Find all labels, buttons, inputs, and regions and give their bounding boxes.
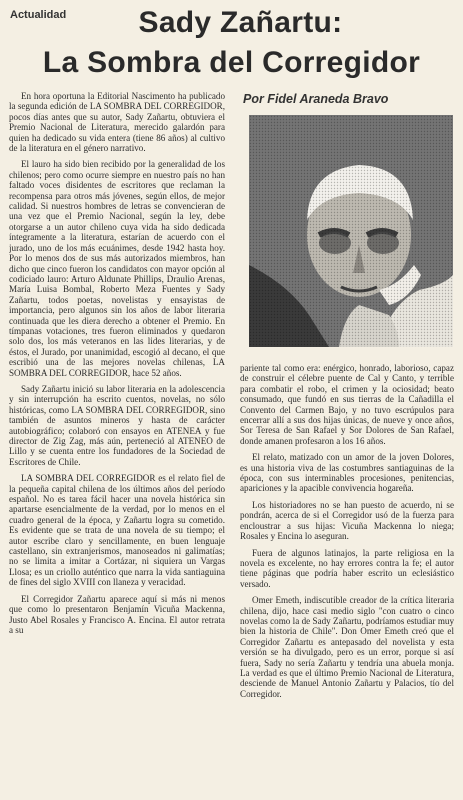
portrait-photo-icon [249, 115, 453, 347]
left-column [9, 91, 225, 796]
paragraph: Los historiadores no se han puesto de acuerdo, ni se pondrán, acerca de si el Corregidor usó de la fuerza para encloustrar a sus hijas: Vicuña Mackenna lo niega; Rosales y Encina lo aseguran. [240, 499, 454, 542]
paragraph: El lauro ha sido bien recibido por la generalidad de los chilenos; pero como ocurre siempre en nuestro país no han faltado voces disidentes de escritores que reclaman la recompensa para otros más jóvenes, según ellos, de mejor calidad. Si nuestros hombres de letras se convencieran de una vez que el Premio Nacional, según la ley, debe otorgarse a un autor chileno cuya vida ha sido dedicada íntegramente a la literatura, estarían de acuerdo con el jurado, uno de los más ecuánimes, desde 1942 hasta hoy. Por lo menos dos de sus más autorizados miembros, han dicho que cinco fueron los candidatos con mayor opción al codiciado lauro: Arturo Aldunate Phillips, Draulio Arenas, María Luisa Bombal, Roberto Meza Fuentes y Sady Zañartu, todos poetas, novelistas y ensayistas de importancia, pero algunos sin los años de labor literaria continuada que les diera derecho a obtener el Premio. En tímpanas votaciones, tres fueron eliminados y quedaron solo dos, los más veteranos en las lides literarias, y de éstos, el Jurado, por unanimidad, escogió al decano, el que escribió una de las mejores novelas chilenas, LA SOMBRA DEL CORREGIDOR, hace 52 años. [9, 159, 225, 378]
headline-line-2: La Sombra del Corregidor [42, 46, 421, 79]
byline: Por Fidel Araneda Bravo [243, 92, 389, 106]
paragraph: Fuera de algunos latinajos, la parte religiosa en la novela es excelente, no hay errores contra la fe; el autor tiene páginas que podría haber escrito un eclesiástico versado. [240, 547, 454, 589]
portrait-illustration [249, 115, 453, 347]
paragraph: pariente tal como era: enérgico, honrado, laborioso, capaz de construir el célebre puente de Cal y Canto, y terrible para combatir el robo, el crimen y la ociosidad; beato consumado, que fundó en sus tierras de la Cañadilla el Convento del Carmen Bajo, y no tuvo escrúpulos para encerrar allí a sus dos hijas únicas, de nueve y once años, Sor Teresa de San Rafael y Sor Dolores de San Rafael, donde amanen profesaron a los 16 años. [240, 363, 454, 446]
paragraph: Omer Emeth, indiscutible creador de la crítica literaria chilena, dijo, hace casi medio siglo "con cuatro o cinco novelas como la de Sady Zañartu, podríamos estudiar muy bien la historia de Chile". Don Omer Emeth creó que el Corregidor Zañartu es antepasado del novelista y esta versión se ha divulgado, pero es un error, porque si así fuera, Sady no sería Zañartu y tendría una abuela monja. La verdad es que el último Premio Nacional de Literatura, desciende de Manuel Antonio Zañartu y Palacios, tío del Corregidor. [240, 595, 454, 699]
paragraph: En hora oportuna la Editorial Nascimento ha publicado la segunda edición de LA SOMBRA DEL CORREGIDOR, pocos días antes que su autor, Sady Zañartu, obtuviera el Premio Nacional de Literatura, merecido galardón para quien ha dedicado su vida entera (tiene 86 años) al cultivo de la literatura en el género narrativo. [9, 91, 225, 154]
section-label: Actualidad [10, 9, 67, 21]
paragraph: El Corregidor Zañartu aparece aquí si más ni menos que como lo presentaron Benjamín Vicuña Mackenna, Justo Abel Rosales y Francisco A. Encina. El autor retrata a su [9, 593, 225, 635]
right-column [240, 363, 454, 798]
paragraph: El relato, matizado con un amor de la joven Dolores, es una historia viva de las costumbres santiaguinas de la época, con sus interminables procesiones, penitencias, apariciones y la apacible convivencia hogareña. [240, 452, 454, 494]
paragraph: LA SOMBRA DEL CORREGIDOR es el relato fiel de la pequeña capital chilena de los últimos años del período español. No es tarea fácil hacer una novela histórica sin apartarse esencialmente de la verdad, por lo menos en el cuadro general de la época, y Zañartu logra su cometido. Es evidente que se trata de una novela de su tiempo; el autor escribe claro y sencillamente, en buen lenguaje castellano, sin extranjerismos, manoseados ni galimatías; no se limita a imitar a Cortázar, ni siquiera un Vargas Llosa; es un criollo auténtico que narra la vida santiaguina de fines del siglo XVIII con llaneza y veracidad. [9, 473, 225, 588]
headline-line-1: Sady Zañartu: [138, 6, 343, 39]
headline [0, 5, 463, 81]
paragraph: Sady Zañartu inició su labor literaria en la adolescencia y sin interrupción ha escrito cuentos, novelas, no sólo históricas, como LA SOMBRA DEL CORREGIDOR, sino también de asuntos mineros y hasta de carácter autobiográfico; colaboró con ensayos en ATENEA y fue director de Zig Zag, más aún, perteneció al ATENEO de Lillo y se cuenta entre los fundadores de la Sociedad de Escritores de Chile. [9, 383, 225, 467]
